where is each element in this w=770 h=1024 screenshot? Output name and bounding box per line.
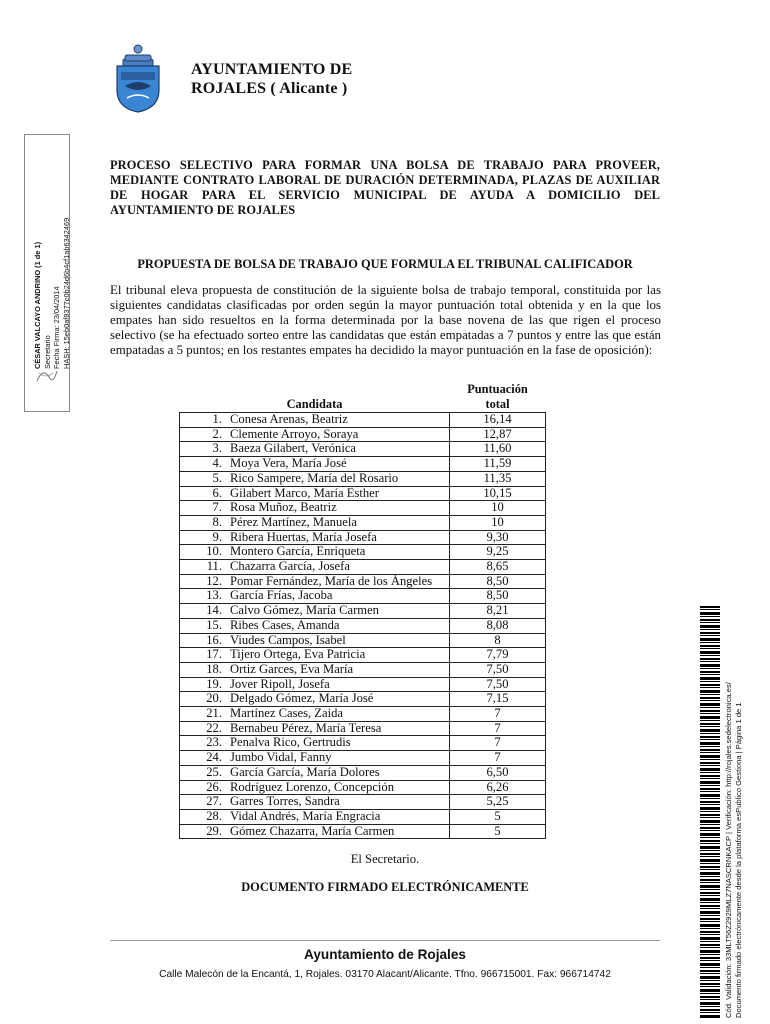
candidate-name: Calvo Gómez, María Carmen — [230, 603, 379, 618]
verification-line1: Cód. Validación: 33MLT56Z2929MLZ7NASCRNKACP | Verificación: http://rojales.sedelectronica.es/ — [724, 682, 733, 1018]
candidate-name: Rodríguez Lorenzo, Concepción — [230, 779, 395, 794]
signer-name: CÉSAR VALCAYO ANDRINO (1 de 1) — [33, 241, 42, 369]
candidate-cell — [180, 662, 450, 677]
table-row — [180, 604, 546, 619]
candidate-name: Tijero Ortega, Eva Patricia — [230, 647, 366, 662]
candidate-score: 7,50 — [450, 677, 546, 692]
document-title: PROCESO SELECTIVO PARA FORMAR UNA BOLSA DE TRABAJO PARA PROVEER, MEDIANTE CONTRATO LABORAL DE DURACIÓN DETERMINADA, PLAZAS DE AUXILIAR DE HOGAR PARA EL SERVICIO MUNICIPAL DE AYUDA A DOMICILIO DEL AYUNTAMIENTO DE ROJALES — [110, 158, 660, 217]
candidate-cell — [180, 692, 450, 707]
table-row — [180, 824, 546, 839]
candidate-score: 8 — [450, 633, 546, 648]
candidate-cell — [180, 795, 450, 810]
candidate-cell — [180, 648, 450, 663]
candidate-name: Bernabeu Pérez, María Teresa — [230, 720, 382, 735]
candidate-rank: 28. — [206, 808, 222, 823]
candidate-cell — [180, 809, 450, 824]
candidate-score: 8,65 — [450, 560, 546, 575]
candidate-score: 5,25 — [450, 795, 546, 810]
table-row — [180, 442, 546, 457]
candidate-rank: 2. — [212, 426, 222, 441]
candidate-score: 11,59 — [450, 457, 546, 472]
candidate-score: 6,26 — [450, 780, 546, 795]
candidate-cell — [180, 707, 450, 722]
candidate-name: Rico Sampere, María del Rosario — [230, 470, 399, 485]
candidate-name: Vidal Andrés, María Engracia — [230, 808, 381, 823]
candidate-score: 7,15 — [450, 692, 546, 707]
candidate-cell — [180, 824, 450, 839]
candidate-name: Ribes Cases, Amanda — [230, 617, 340, 632]
table-row — [180, 618, 546, 633]
column-header-score — [450, 382, 546, 413]
candidate-cell — [180, 457, 450, 472]
candidate-name: Garres Torres, Sandra — [230, 794, 340, 809]
candidate-rank: 24. — [206, 750, 222, 765]
table-row — [180, 662, 546, 677]
candidate-score: 5 — [450, 809, 546, 824]
candidate-name: Chazarra García, Josefa — [230, 559, 350, 574]
candidate-score: 7 — [450, 736, 546, 751]
signature-seal-icon — [33, 363, 61, 389]
candidate-cell — [180, 545, 450, 560]
signature-stamp — [24, 134, 70, 412]
candidate-cell — [180, 736, 450, 751]
candidate-cell — [180, 515, 450, 530]
candidate-score: 8,21 — [450, 604, 546, 619]
candidate-cell — [180, 413, 450, 428]
footer-divider — [110, 940, 660, 941]
candidate-score: 7 — [450, 751, 546, 766]
table-row — [180, 574, 546, 589]
intro-paragraph: El tribunal eleva propuesta de constitución de la siguiente bolsa de trabajo temporal, constituida por las siguientes candidatas clasificadas por orden según la mayor puntuación total obtenida y en la que los empates han sido resueltos en la forma determinada por la base novena de las que rigen el proceso selectivo (se ha efectuado sorteo entre las candidatas que están empatadas a 7 puntos y entre las que están empatadas a 5 puntos; en los restantes empates ha decidido la mayor puntuación en la fase de oposición): — [110, 283, 661, 357]
table-row — [180, 530, 546, 545]
table-row — [180, 486, 546, 501]
candidate-cell — [180, 677, 450, 692]
candidate-cell — [180, 618, 450, 633]
coat-of-arms-icon — [107, 38, 169, 114]
candidate-cell — [180, 427, 450, 442]
candidate-rank: 19. — [206, 676, 222, 691]
secretary-label: El Secretario. — [350, 852, 420, 866]
candidate-rank: 22. — [206, 720, 222, 735]
candidate-score: 11,60 — [450, 442, 546, 457]
candidate-cell — [180, 751, 450, 766]
verification-line2: Documento firmado electrónicamente desde la plataforma esPublico Gestiona | Página 1 de 1 — [734, 702, 743, 1018]
footer-address: Calle Malecón de la Encantá, 1, Rojales. 03170 Alacant/Alicante. Tfno. 966715001. Fax: 966714742 — [159, 969, 611, 980]
column-header-score-line1: Puntuación — [467, 382, 528, 396]
candidate-cell — [180, 560, 450, 575]
candidate-name: Delgado Gómez, María José — [230, 691, 374, 706]
candidate-rank: 21. — [206, 706, 222, 721]
candidate-name: Montero García, Enriqueta — [230, 544, 366, 559]
candidate-cell — [180, 471, 450, 486]
table-body — [180, 413, 546, 839]
table-row — [180, 413, 546, 428]
organization-name — [191, 60, 352, 98]
candidate-name: García Frías, Jacoba — [230, 588, 333, 603]
table-row — [180, 633, 546, 648]
candidate-name: Jumbo Vidal, Fanny — [230, 750, 332, 765]
organization-name-line2: ROJALES ( Alicante ) — [191, 80, 348, 97]
candidate-rank: 11. — [206, 559, 222, 574]
candidate-rank: 6. — [212, 485, 222, 500]
table-row — [180, 589, 546, 604]
table-row — [180, 809, 546, 824]
candidate-rank: 8. — [212, 514, 222, 529]
candidate-rank: 23. — [206, 735, 222, 750]
candidate-name: Martínez Cases, Zaida — [230, 706, 343, 721]
candidate-cell — [180, 486, 450, 501]
candidate-name: Jover Ripoll, Josefa — [230, 676, 330, 691]
candidate-name: Baeza Gilabert, Verónica — [230, 441, 356, 456]
table-row — [180, 501, 546, 516]
candidate-score: 5 — [450, 824, 546, 839]
table-row — [180, 457, 546, 472]
candidate-name: García García, María Dolores — [230, 764, 380, 779]
candidate-score: 7,79 — [450, 648, 546, 663]
table-row — [180, 560, 546, 575]
candidate-cell — [180, 589, 450, 604]
candidate-score: 10 — [450, 515, 546, 530]
candidate-rank: 14. — [206, 603, 222, 618]
organization-name-line1: AYUNTAMIENTO DE — [191, 61, 353, 78]
column-header-candidate — [180, 382, 450, 413]
candidate-score: 7 — [450, 707, 546, 722]
candidate-score: 8,50 — [450, 589, 546, 604]
candidate-rank: 1. — [212, 412, 222, 426]
candidate-score: 9,30 — [450, 530, 546, 545]
candidate-score: 8,50 — [450, 574, 546, 589]
candidate-name: Viudes Campos, Isabel — [230, 632, 346, 647]
candidate-score: 11,35 — [450, 471, 546, 486]
candidate-rank: 7. — [212, 500, 222, 515]
signer-role: Secretario — [42, 335, 52, 369]
candidate-name: Gilabert Marco, María Esther — [230, 485, 379, 500]
candidate-cell — [180, 530, 450, 545]
candidate-name: Clemente Arroyo, Soraya — [230, 426, 359, 441]
candidate-score: 9,25 — [450, 545, 546, 560]
barcode-icon — [700, 606, 720, 1018]
table-header-row — [180, 382, 546, 413]
candidate-rank: 18. — [206, 661, 222, 676]
candidate-score: 16,14 — [450, 413, 546, 428]
table-row — [180, 721, 546, 736]
table-row — [180, 427, 546, 442]
table-row — [180, 515, 546, 530]
candidate-cell — [180, 501, 450, 516]
table-row — [180, 751, 546, 766]
candidate-name: Pérez Martínez, Manuela — [230, 514, 357, 529]
candidate-rank: 3. — [212, 441, 222, 456]
candidate-rank: 4. — [212, 456, 222, 471]
table-row — [180, 648, 546, 663]
candidate-score: 6,50 — [450, 765, 546, 780]
candidate-score: 10 — [450, 501, 546, 516]
table-row — [180, 736, 546, 751]
candidate-cell — [180, 633, 450, 648]
candidates-table — [179, 382, 546, 839]
table-row — [180, 795, 546, 810]
candidate-rank: 10. — [206, 544, 222, 559]
table-row — [180, 707, 546, 722]
signature-hash: HASH: 15eb0af8377c0b24d6b4cf1ab6342469 — [61, 217, 71, 369]
candidate-score: 8,08 — [450, 618, 546, 633]
candidate-score: 12,87 — [450, 427, 546, 442]
candidate-score: 7,50 — [450, 662, 546, 677]
candidate-name: Pomar Fernández, María de los Ángeles — [230, 573, 433, 588]
candidate-rank: 20. — [206, 691, 222, 706]
candidate-cell — [180, 604, 450, 619]
candidate-cell — [180, 442, 450, 457]
candidate-cell — [180, 765, 450, 780]
candidate-name: Penalva Rico, Gertrudis — [230, 735, 351, 750]
candidate-name: Conesa Arenas, Beatriz — [230, 412, 348, 426]
candidate-score: 7 — [450, 721, 546, 736]
candidate-rank: 12. — [206, 573, 222, 588]
candidate-rank: 26. — [206, 779, 222, 794]
candidate-rank: 5. — [212, 470, 222, 485]
footer-organization: Ayuntamiento de Rojales — [304, 947, 466, 962]
candidate-rank: 17. — [206, 647, 222, 662]
candidate-rank: 25. — [206, 764, 222, 779]
table-row — [180, 545, 546, 560]
column-header-candidate-label: Candidata — [286, 397, 343, 411]
candidate-score: 10,15 — [450, 486, 546, 501]
verification-text — [724, 598, 744, 1018]
candidate-name: Ribera Huertas, María Josefa — [230, 529, 377, 544]
table-row — [180, 765, 546, 780]
column-header-score-line2: total — [485, 397, 510, 411]
candidate-name: Moya Vera, María José — [230, 456, 347, 471]
candidate-name: Ortiz Garces, Eva María — [230, 661, 354, 676]
table-row — [180, 780, 546, 795]
table-row — [180, 692, 546, 707]
candidate-cell — [180, 721, 450, 736]
signed-notice: DOCUMENTO FIRMADO ELECTRÓNICAMENTE — [241, 880, 529, 894]
table-row — [180, 471, 546, 486]
candidate-rank: 13. — [206, 588, 222, 603]
candidate-name: Rosa Muñoz, Beatriz — [230, 500, 337, 515]
table-row — [180, 677, 546, 692]
candidate-rank: 15. — [206, 617, 222, 632]
document-subtitle: PROPUESTA DE BOLSA DE TRABAJO QUE FORMULA EL TRIBUNAL CALIFICADOR — [137, 257, 633, 271]
candidate-rank: 27. — [206, 794, 222, 809]
signature-date: Fecha Firma: 23/04/2014 — [52, 286, 61, 369]
candidate-rank: 9. — [212, 529, 222, 544]
candidate-name: Gómez Chazarra, María Carmen — [230, 823, 395, 838]
candidate-cell — [180, 780, 450, 795]
candidate-rank: 16. — [206, 632, 222, 647]
candidate-rank: 29. — [206, 823, 222, 838]
candidate-cell — [180, 574, 450, 589]
